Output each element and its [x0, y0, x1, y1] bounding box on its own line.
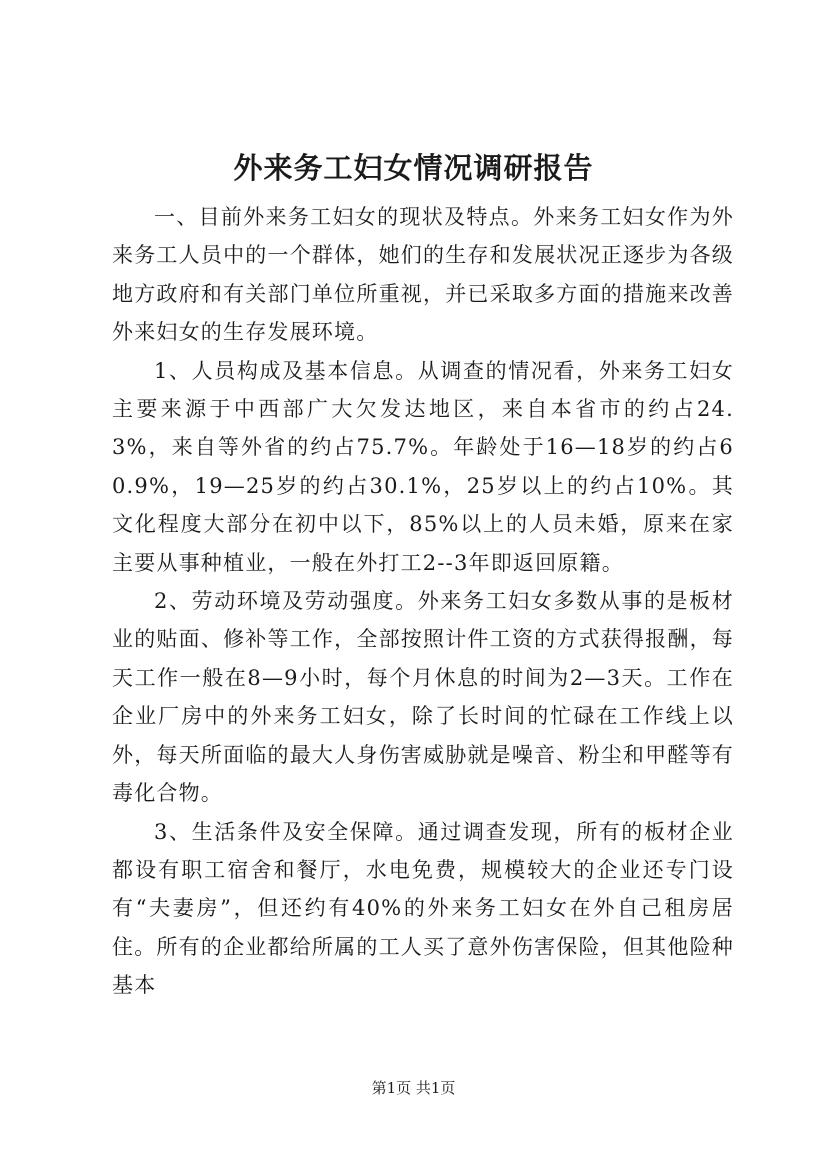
- paragraph-current-status: 一、目前外来务工妇女的现状及特点。外来务工妇女作为外来务工人员中的一个群体，她们的生存和发展状况正逐步为各级地方政府和有关部门单位所重视，并已采取多方面的措施来改善外来妇女的生存发展环境。: [112, 205, 734, 345]
- paragraph-work-environment: 2、劳动环境及劳动强度。外来务工妇女多数从事的是板材业的贴面、修补等工作，全部按照计件工资的方式获得报酬，每天工作一般在8—9小时，每个月休息的时间为2—3天。工作在企业厂房中的外来务工妇女，除了长时间的忙碌在工作线上以外，每天所面临的最大人身伤害威胁就是噪音、粉尘和甲醛等有毒化合物。: [112, 589, 734, 806]
- document-body: [112, 198, 734, 1005]
- paragraph-living-conditions: 3、生活条件及安全保障。通过调查发现，所有的板材企业都设有职工宿舍和餐厅，水电免费，规模较大的企业还专门设有“夫妻房”，但还约有40%的外来务工妇女在外自己租房居住。所有的企业都给所属的工人买了意外伤害保险，但其他险种基本: [112, 819, 734, 998]
- document-title: 外来务工妇女情况调研报告: [233, 151, 594, 185]
- page-number-footer: 第1页 共1页: [371, 1079, 456, 1097]
- paragraph-personnel-composition: 1、人员构成及基本信息。从调查的情况看，外来务工妇女主要来源于中西部广大欠发达地区，来自本省市的约占24.3%，来自等外省的约占75.7%。年龄处于16—18岁的约占60.9%，19—25岁的约占30.1%，25岁以上的约占10%。其文化程度大部分在初中以下，85%以上的人员未婚，原来在家主要从事种植业，一般在外打工2--3年即返回原籍。: [112, 358, 734, 575]
